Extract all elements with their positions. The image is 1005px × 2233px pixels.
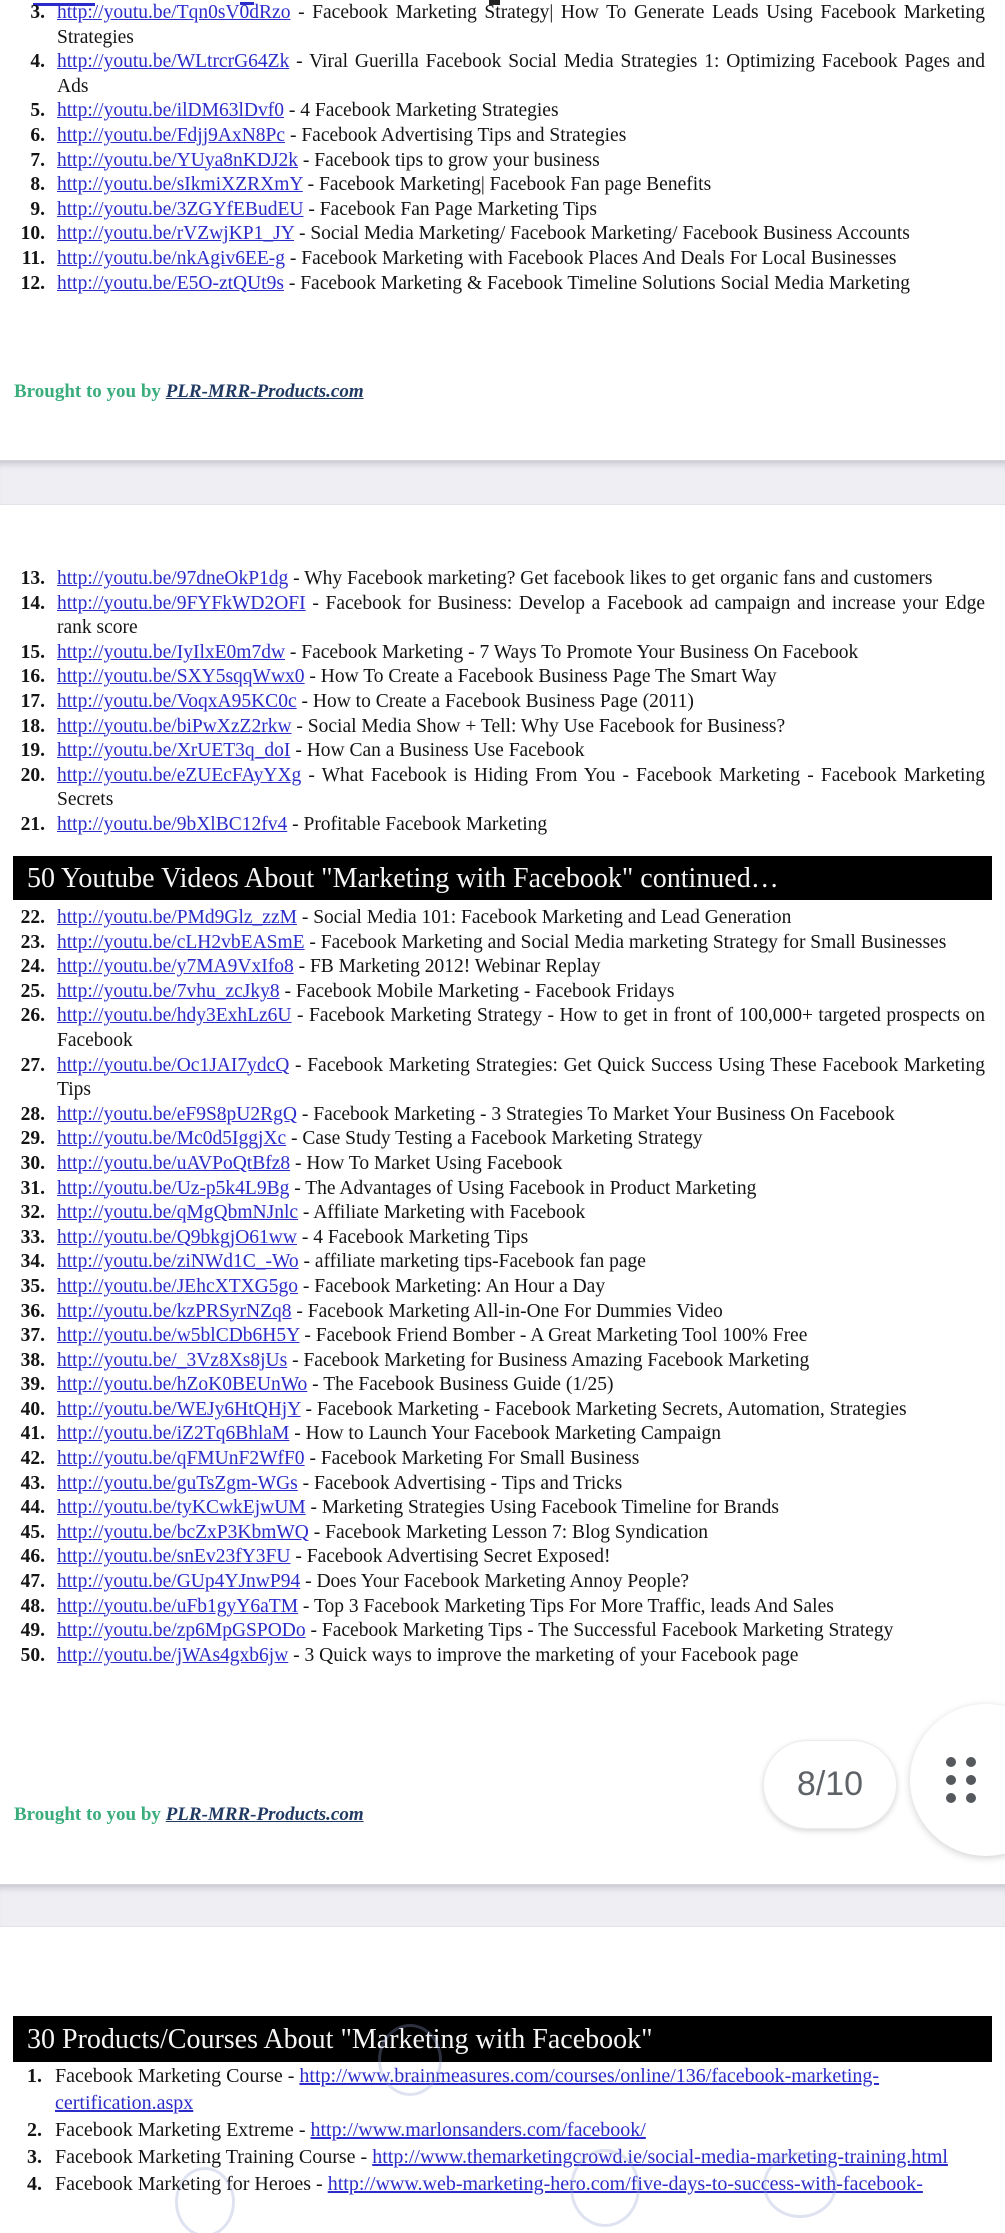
item-number: 40. xyxy=(20,1398,45,1420)
video-list-item xyxy=(0,980,985,1005)
section-banner-products: 30 Products/Courses About "Marketing with Facebook" xyxy=(13,2016,992,2062)
video-title: Facebook Marketing & Facebook Timeline Solutions Social Media Marketing xyxy=(300,272,911,294)
separator: - xyxy=(298,1202,314,1224)
product-link[interactable]: http://www.web-marketing-hero.com/five-days-to-success-with-facebook- xyxy=(327,2173,923,2195)
video-link[interactable]: http://youtu.be/iZ2Tq6BhlaM xyxy=(57,1423,290,1445)
separator: - xyxy=(289,1177,306,1199)
video-link[interactable]: http://youtu.be/GUp4YJnwP94 xyxy=(57,1571,301,1593)
video-list-item xyxy=(0,1300,985,1325)
video-list-3-12 xyxy=(0,1,985,296)
product-link[interactable]: http://www.marlonsanders.com/facebook/ xyxy=(310,2119,646,2141)
video-title: Marketing Strategies Using Facebook Timeline for Brands xyxy=(321,1497,779,1519)
item-number: 13. xyxy=(20,568,45,589)
video-link[interactable]: http://youtu.be/WEJy6HtQHjY xyxy=(57,1398,301,1420)
brought-to-you-by xyxy=(14,1804,364,1826)
separator: - xyxy=(289,51,310,73)
video-list-item xyxy=(0,1545,985,1570)
video-title: How To Create a Facebook Business Page The Smart Way xyxy=(320,666,777,688)
video-list-item xyxy=(0,690,985,715)
video-title: Facebook Marketing All-in-One For Dummies Video xyxy=(307,1300,723,1322)
product-title: Facebook Marketing Extreme xyxy=(55,2119,294,2141)
separator: - xyxy=(302,174,319,196)
separator: - xyxy=(282,2065,300,2087)
item-number: 36. xyxy=(20,1300,45,1322)
item-number: 12. xyxy=(20,272,45,294)
video-list-item xyxy=(0,1373,985,1398)
video-title: Case Study Testing a Facebook Marketing Strategy xyxy=(302,1128,703,1150)
video-list-item xyxy=(0,715,985,740)
item-number: 48. xyxy=(20,1595,45,1617)
item-number: 35. xyxy=(20,1275,45,1297)
item-number: 16. xyxy=(20,666,45,688)
separator: - xyxy=(279,980,296,1002)
video-title: Facebook for Business: Develop a Facebook ad campaign and increase your Edge rank score xyxy=(57,592,985,639)
video-list-item xyxy=(0,931,985,956)
video-title: Facebook Marketing - 3 Strategies To Market Your Business On Facebook xyxy=(313,1103,895,1125)
video-title: Facebook Marketing Lesson 7: Blog Syndication xyxy=(325,1521,709,1543)
video-title: 4 Facebook Marketing Strategies xyxy=(300,100,559,122)
item-number: 50. xyxy=(20,1644,45,1666)
video-list-item xyxy=(0,1177,985,1202)
item-number: 26. xyxy=(20,1005,45,1027)
video-title: Facebook Marketing| Facebook Fan page Benefits xyxy=(318,174,712,196)
video-link[interactable]: http://youtu.be/ziNWd1C_-Wo xyxy=(57,1251,299,1273)
separator: - xyxy=(298,149,315,171)
item-number: 22. xyxy=(20,907,45,928)
separator: - xyxy=(355,2146,373,2168)
item-number: 15. xyxy=(20,641,45,663)
video-list-22-50 xyxy=(0,906,985,1668)
separator: - xyxy=(298,1251,315,1273)
separator: - xyxy=(299,1325,316,1347)
video-title: Facebook tips to grow your business xyxy=(314,149,600,171)
video-link[interactable]: http://youtu.be/qFMUnF2WfF0 xyxy=(57,1448,305,1470)
separator: - xyxy=(308,1521,326,1543)
separator: - xyxy=(296,1226,314,1248)
video-title: Facebook Marketing Strategy| How To Generate Leads Using Facebook Marketing Strategies xyxy=(57,2,985,48)
video-title: Facebook Marketing: An Hour a Day xyxy=(314,1275,606,1297)
item-number: 7. xyxy=(30,149,45,171)
separator: - xyxy=(285,124,302,146)
video-link[interactable]: http://youtu.be/3ZGYfEBudEU xyxy=(57,198,304,220)
video-list-item xyxy=(0,764,985,813)
item-number: 46. xyxy=(20,1546,45,1568)
video-list-item xyxy=(0,1644,985,1669)
video-title: Facebook Mobile Marketing - Facebook Fridays xyxy=(295,980,675,1002)
video-list-item xyxy=(0,1570,985,1595)
video-title: Viral Guerilla Facebook Social Media Strategies 1: Optimizing Facebook Pages and Ads xyxy=(57,51,985,97)
video-list-item xyxy=(0,1496,985,1521)
separator: - xyxy=(300,1398,317,1420)
video-title: Why Facebook marketing? Get facebook likes to get organic fans and customers xyxy=(304,568,933,589)
video-title: Facebook Fan Page Marketing Tips xyxy=(319,198,598,220)
item-number: 45. xyxy=(20,1521,45,1543)
item-number: 23. xyxy=(20,931,45,953)
item-number: 17. xyxy=(20,690,45,712)
video-title: Facebook Marketing and Social Media marketing Strategy for Small Businesses xyxy=(320,931,947,953)
video-link[interactable]: http://youtu.be/IyIlxE0m7dw xyxy=(57,641,286,663)
separator: - xyxy=(287,813,304,835)
video-link[interactable]: http://youtu.be/kzPRSyrNZq8 xyxy=(57,1300,292,1322)
video-list-item xyxy=(0,739,985,764)
video-title: Profitable Facebook Marketing xyxy=(303,813,548,835)
video-link[interactable]: http://youtu.be/_3Vz8Xs8jUs xyxy=(57,1349,288,1371)
item-number: 21. xyxy=(20,813,45,835)
video-list-item xyxy=(0,1152,985,1177)
video-title: Social Media Show + Tell: Why Use Facebook for Business? xyxy=(307,715,786,737)
video-link[interactable]: http://youtu.be/rVZwjKP1_JY xyxy=(57,223,295,245)
item-number: 14. xyxy=(20,592,45,614)
separator: - xyxy=(291,1300,308,1322)
separator: - xyxy=(304,666,321,688)
video-title: How To Market Using Facebook xyxy=(306,1152,563,1174)
brought-prefix: Brought to you by xyxy=(14,1804,166,1825)
video-title: How to Launch Your Facebook Marketing Campaign xyxy=(305,1423,722,1445)
item-number: 39. xyxy=(20,1374,45,1396)
video-title: Facebook Advertising - Tips and Tricks xyxy=(314,1472,623,1494)
item-number: 1. xyxy=(27,2065,42,2087)
video-title: Facebook Marketing Tips - The Successful Facebook Marketing Strategy xyxy=(321,1620,894,1642)
video-title: Social Media Marketing/ Facebook Marketing/ Facebook Business Accounts xyxy=(310,223,910,245)
video-link[interactable]: http://youtu.be/XrUET3q_doI xyxy=(57,740,291,762)
item-number: 4. xyxy=(30,51,45,73)
video-title: FB Marketing 2012! Webinar Replay xyxy=(309,956,601,978)
separator: - xyxy=(289,1423,306,1445)
video-list-item xyxy=(0,1226,985,1251)
item-number: 44. xyxy=(20,1497,45,1519)
separator: - xyxy=(283,100,301,122)
separator: - xyxy=(286,1128,303,1150)
video-link[interactable]: http://youtu.be/eZUEcFAyYXg xyxy=(57,764,302,786)
separator: - xyxy=(294,223,311,245)
video-title: Top 3 Facebook Marketing Tips For More Traffic, leads And Sales xyxy=(313,1595,834,1617)
watermark-oval xyxy=(763,2152,837,2218)
watermark-oval xyxy=(378,2024,442,2096)
separator: - xyxy=(289,1054,308,1076)
video-list-item xyxy=(0,1422,985,1447)
video-link[interactable]: http://youtu.be/JEhcXTXG5go xyxy=(57,1275,299,1297)
video-list-item xyxy=(0,906,985,931)
brought-prefix: Brought to you by xyxy=(14,381,166,402)
product-title: Facebook Marketing Training Course xyxy=(55,2146,356,2168)
video-link[interactable]: http://youtu.be/Fdjj9AxN8Pc xyxy=(57,124,286,146)
separator: - xyxy=(307,1374,324,1396)
item-number: 37. xyxy=(20,1325,45,1347)
video-list-item xyxy=(0,1054,985,1103)
video-title: Facebook Marketing with Facebook Places And Deals For Local Businesses xyxy=(301,247,897,269)
video-list-item xyxy=(0,99,985,124)
document-page-7 xyxy=(0,0,1005,460)
video-link[interactable]: http://youtu.be/nkAgiv6EE-g xyxy=(57,247,286,269)
video-link[interactable]: http://youtu.be/9bXlBC12fv4 xyxy=(57,813,288,835)
item-number: 30. xyxy=(20,1152,45,1174)
video-list-item xyxy=(0,641,985,666)
separator: - xyxy=(290,740,307,762)
item-number: 9. xyxy=(30,198,45,220)
separator: - xyxy=(291,715,308,737)
video-list-13-21 xyxy=(0,567,985,838)
item-number: 43. xyxy=(20,1472,45,1494)
video-link[interactable]: http://youtu.be/E5O-ztQUt9s xyxy=(57,272,284,294)
separator: - xyxy=(298,1275,315,1297)
separator: - xyxy=(300,1571,317,1593)
video-title: Facebook Marketing - 7 Ways To Promote Your Business On Facebook xyxy=(301,641,859,663)
video-link[interactable]: http://youtu.be/SXY5sqqWwx0 xyxy=(57,666,305,688)
separator: - xyxy=(288,568,305,589)
video-title: The Advantages of Using Facebook in Product Marketing xyxy=(305,1177,757,1199)
item-number: 41. xyxy=(20,1423,45,1445)
video-link[interactable]: http://youtu.be/Tqn0sV0dRzo xyxy=(57,2,291,23)
video-list-item xyxy=(0,665,985,690)
video-link[interactable]: http://youtu.be/snEv23fY3FU xyxy=(57,1546,291,1568)
video-list-item xyxy=(0,222,985,247)
item-number: 24. xyxy=(20,956,45,978)
item-number: 31. xyxy=(20,1177,45,1199)
section-banner-videos-continued: 50 Youtube Videos About "Marketing with Facebook" continued… xyxy=(13,856,992,900)
video-link[interactable]: http://youtu.be/uFb1gyY6aTM xyxy=(57,1595,299,1617)
product-link[interactable]: http://www.themarketingcrowd.ie/social-media-marketing-training.html xyxy=(372,2146,948,2168)
item-number: 49. xyxy=(20,1620,45,1642)
video-title: affiliate marketing tips-Facebook fan page xyxy=(314,1251,646,1273)
video-link[interactable]: http://youtu.be/cLH2vbEASmE xyxy=(57,931,305,953)
video-list-item xyxy=(0,173,985,198)
item-number: 3. xyxy=(30,2,45,23)
video-link[interactable]: http://youtu.be/guTsZgm-WGs xyxy=(57,1472,298,1494)
separator: - xyxy=(296,690,313,712)
video-link[interactable]: http://youtu.be/biPwXzZ2rkw xyxy=(57,715,292,737)
video-title: 3 Quick ways to improve the marketing of your Facebook page xyxy=(304,1644,799,1666)
video-list-item xyxy=(0,1004,985,1053)
product-title: Facebook Marketing for Heroes xyxy=(55,2173,312,2195)
item-number: 27. xyxy=(20,1054,45,1076)
video-list-item xyxy=(0,272,985,297)
video-title: Facebook Marketing Strategies: Get Quick Success Using These Facebook Marketing Tips xyxy=(57,1054,985,1101)
video-link[interactable]: http://youtu.be/Uz-p5k4L9Bg xyxy=(57,1177,290,1199)
video-list-item xyxy=(0,149,985,174)
product-title: Facebook Marketing Course xyxy=(55,2065,283,2087)
video-list-item xyxy=(0,1521,985,1546)
video-title: How to Create a Facebook Business Page (2011) xyxy=(312,690,694,712)
video-link[interactable]: http://youtu.be/qMgQbmNJnlc xyxy=(57,1202,299,1224)
video-list-item xyxy=(0,1619,985,1644)
video-title: Facebook Marketing - Facebook Marketing Secrets, Automation, Strategies xyxy=(316,1398,907,1420)
document-page-9 xyxy=(0,1927,1005,2233)
video-link[interactable]: http://youtu.be/y7MA9VxIfo8 xyxy=(57,956,294,978)
video-link[interactable]: http://youtu.be/jWAs4gxb6jw xyxy=(57,1644,289,1666)
video-list-item xyxy=(0,50,985,99)
separator: - xyxy=(301,764,322,786)
separator: - xyxy=(305,1497,322,1519)
item-number: 19. xyxy=(20,740,45,762)
video-list-item xyxy=(0,1127,985,1152)
video-list-item xyxy=(0,1,985,50)
video-list-item xyxy=(0,1349,985,1374)
separator: - xyxy=(293,956,310,978)
video-title: Facebook Marketing For Small Business xyxy=(320,1448,640,1470)
item-number: 18. xyxy=(20,715,45,737)
video-list-item xyxy=(0,1447,985,1472)
video-link[interactable]: http://youtu.be/bcZxP3KbmWQ xyxy=(57,1521,309,1543)
video-list-item xyxy=(0,198,985,223)
video-link[interactable]: http://youtu.be/Oc1JAI7ydcQ xyxy=(57,1054,290,1076)
video-title: Facebook Marketing for Business Amazing Facebook Marketing xyxy=(303,1349,810,1371)
item-number: 6. xyxy=(30,124,45,146)
product-list-item xyxy=(0,2171,985,2198)
separator: - xyxy=(304,1448,321,1470)
separator: - xyxy=(290,1546,307,1568)
page-indicator xyxy=(763,1740,897,1829)
separator: - xyxy=(287,1349,304,1371)
video-title: Social Media 101: Facebook Marketing and Lead Generation xyxy=(313,907,792,928)
grid-dots-icon xyxy=(946,1757,976,1803)
product-link[interactable]: http://www.brainmeasures.com/courses/online/136/facebook-marketing-certification.aspx xyxy=(55,2065,880,2114)
video-link[interactable]: http://youtu.be/sIkmiXZRXmY xyxy=(57,174,303,196)
product-list-item xyxy=(0,2117,985,2144)
watermark-oval xyxy=(570,2149,640,2227)
separator: - xyxy=(298,1595,314,1617)
video-link[interactable]: http://youtu.be/9FYFkWD2OFI xyxy=(57,592,306,614)
item-number: 11. xyxy=(21,247,45,269)
item-number: 32. xyxy=(20,1202,45,1224)
video-title: The Facebook Business Guide (1/25) xyxy=(323,1374,614,1396)
product-list-1-4 xyxy=(0,2063,985,2198)
separator: - xyxy=(290,1152,307,1174)
video-title: Facebook Advertising Tips and Strategies xyxy=(301,124,627,146)
item-number: 20. xyxy=(20,764,45,786)
video-link[interactable]: http://youtu.be/eF9S8pU2RgQ xyxy=(57,1103,297,1125)
video-link[interactable]: http://youtu.be/ilDM63lDvf0 xyxy=(57,100,284,122)
separator: - xyxy=(304,931,321,953)
video-list-item xyxy=(0,1324,985,1349)
separator: - xyxy=(288,1644,305,1666)
brought-to-you-by xyxy=(14,381,364,403)
page-separator xyxy=(0,1884,1005,1928)
item-number: 8. xyxy=(30,174,45,196)
video-list-item xyxy=(0,247,985,272)
video-list-item xyxy=(0,1250,985,1275)
page-indicator-text: 8/10 xyxy=(796,1765,864,1803)
video-link[interactable]: http://youtu.be/97dneOkP1dg xyxy=(57,568,289,589)
video-list-item xyxy=(0,813,985,838)
video-link[interactable]: http://youtu.be/Mc0d5IggjXc xyxy=(57,1128,287,1150)
separator: - xyxy=(283,272,301,294)
plr-mrr-link[interactable]: PLR-MRR-Products.com xyxy=(165,381,364,402)
video-title: Facebook Advertising Secret Exposed! xyxy=(306,1546,611,1568)
separator: - xyxy=(296,1103,314,1125)
separator: - xyxy=(311,2173,328,2195)
item-number: 5. xyxy=(30,100,45,122)
video-link[interactable]: http://youtu.be/Q9bkgjO61ww xyxy=(57,1226,297,1248)
video-link[interactable]: http://youtu.be/7vhu_zcJky8 xyxy=(57,980,280,1002)
item-number: 47. xyxy=(20,1571,45,1593)
watermark-oval xyxy=(175,2167,235,2233)
separator: - xyxy=(290,2,313,23)
video-link[interactable]: http://youtu.be/hdy3ExhLz6U xyxy=(57,1005,292,1027)
document-page-8 xyxy=(0,505,1005,1884)
separator: - xyxy=(285,641,302,663)
item-number: 34. xyxy=(20,1251,45,1273)
video-list-item xyxy=(0,955,985,980)
video-title: Facebook Friend Bomber - A Great Marketing Tool 100% Free xyxy=(315,1325,808,1347)
video-list-item xyxy=(0,124,985,149)
separator: - xyxy=(305,592,326,614)
item-number: 42. xyxy=(20,1448,45,1470)
separator: - xyxy=(303,198,320,220)
separator: - xyxy=(297,1472,314,1494)
item-number: 3. xyxy=(27,2146,42,2168)
video-title: Affiliate Marketing with Facebook xyxy=(313,1202,586,1224)
item-number: 4. xyxy=(27,2173,42,2195)
video-link[interactable]: http://youtu.be/w5blCDb6H5Y xyxy=(57,1325,300,1347)
video-link[interactable]: http://youtu.be/hZoK0BEUnWo xyxy=(57,1374,308,1396)
item-number: 29. xyxy=(20,1128,45,1150)
video-link[interactable]: http://youtu.be/PMd9Glz_zzM xyxy=(57,907,297,928)
video-link[interactable]: http://youtu.be/YUya8nKDJ2k xyxy=(57,149,299,171)
video-list-item xyxy=(0,1201,985,1226)
video-list-item xyxy=(0,592,985,641)
separator: - xyxy=(293,2119,311,2141)
page-separator xyxy=(0,460,1005,506)
video-list-item xyxy=(0,567,985,592)
product-list-item xyxy=(0,2144,985,2171)
item-number: 25. xyxy=(20,980,45,1002)
item-number: 28. xyxy=(20,1103,45,1125)
item-number: 2. xyxy=(27,2119,42,2141)
item-number: 33. xyxy=(20,1226,45,1248)
video-list-item xyxy=(0,1472,985,1497)
separator: - xyxy=(291,1005,309,1027)
video-title: 4 Facebook Marketing Tips xyxy=(313,1226,529,1248)
video-link[interactable]: http://youtu.be/WLtrcrG64Zk xyxy=(57,51,290,73)
video-list-item xyxy=(0,1103,985,1128)
video-link[interactable]: http://youtu.be/VoqxA95KC0c xyxy=(57,690,297,712)
video-link[interactable]: http://youtu.be/tyKCwkEjwUM xyxy=(57,1497,306,1519)
product-list-item xyxy=(0,2063,985,2117)
item-number: 38. xyxy=(20,1349,45,1371)
video-title: How Can a Business Use Facebook xyxy=(306,740,585,762)
video-link[interactable]: http://youtu.be/zp6MpGSPODo xyxy=(57,1620,306,1642)
video-title: Facebook Marketing Strategy - How to get in front of 100,000+ targeted prospects on Facebook xyxy=(57,1005,985,1051)
separator: - xyxy=(285,247,302,269)
separator: - xyxy=(305,1620,322,1642)
video-title: Does Your Facebook Marketing Annoy People? xyxy=(316,1571,690,1593)
video-link[interactable]: http://youtu.be/uAVPoQtBfz8 xyxy=(57,1152,291,1174)
video-list-item xyxy=(0,1398,985,1423)
item-number: 10. xyxy=(20,223,45,245)
plr-mrr-link[interactable]: PLR-MRR-Products.com xyxy=(165,1804,364,1825)
video-list-item xyxy=(0,1595,985,1620)
video-title: What Facebook is Hiding From You - Facebook Marketing - Facebook Marketing Secrets xyxy=(57,764,985,811)
separator: - xyxy=(296,907,314,928)
video-list-item xyxy=(0,1275,985,1300)
